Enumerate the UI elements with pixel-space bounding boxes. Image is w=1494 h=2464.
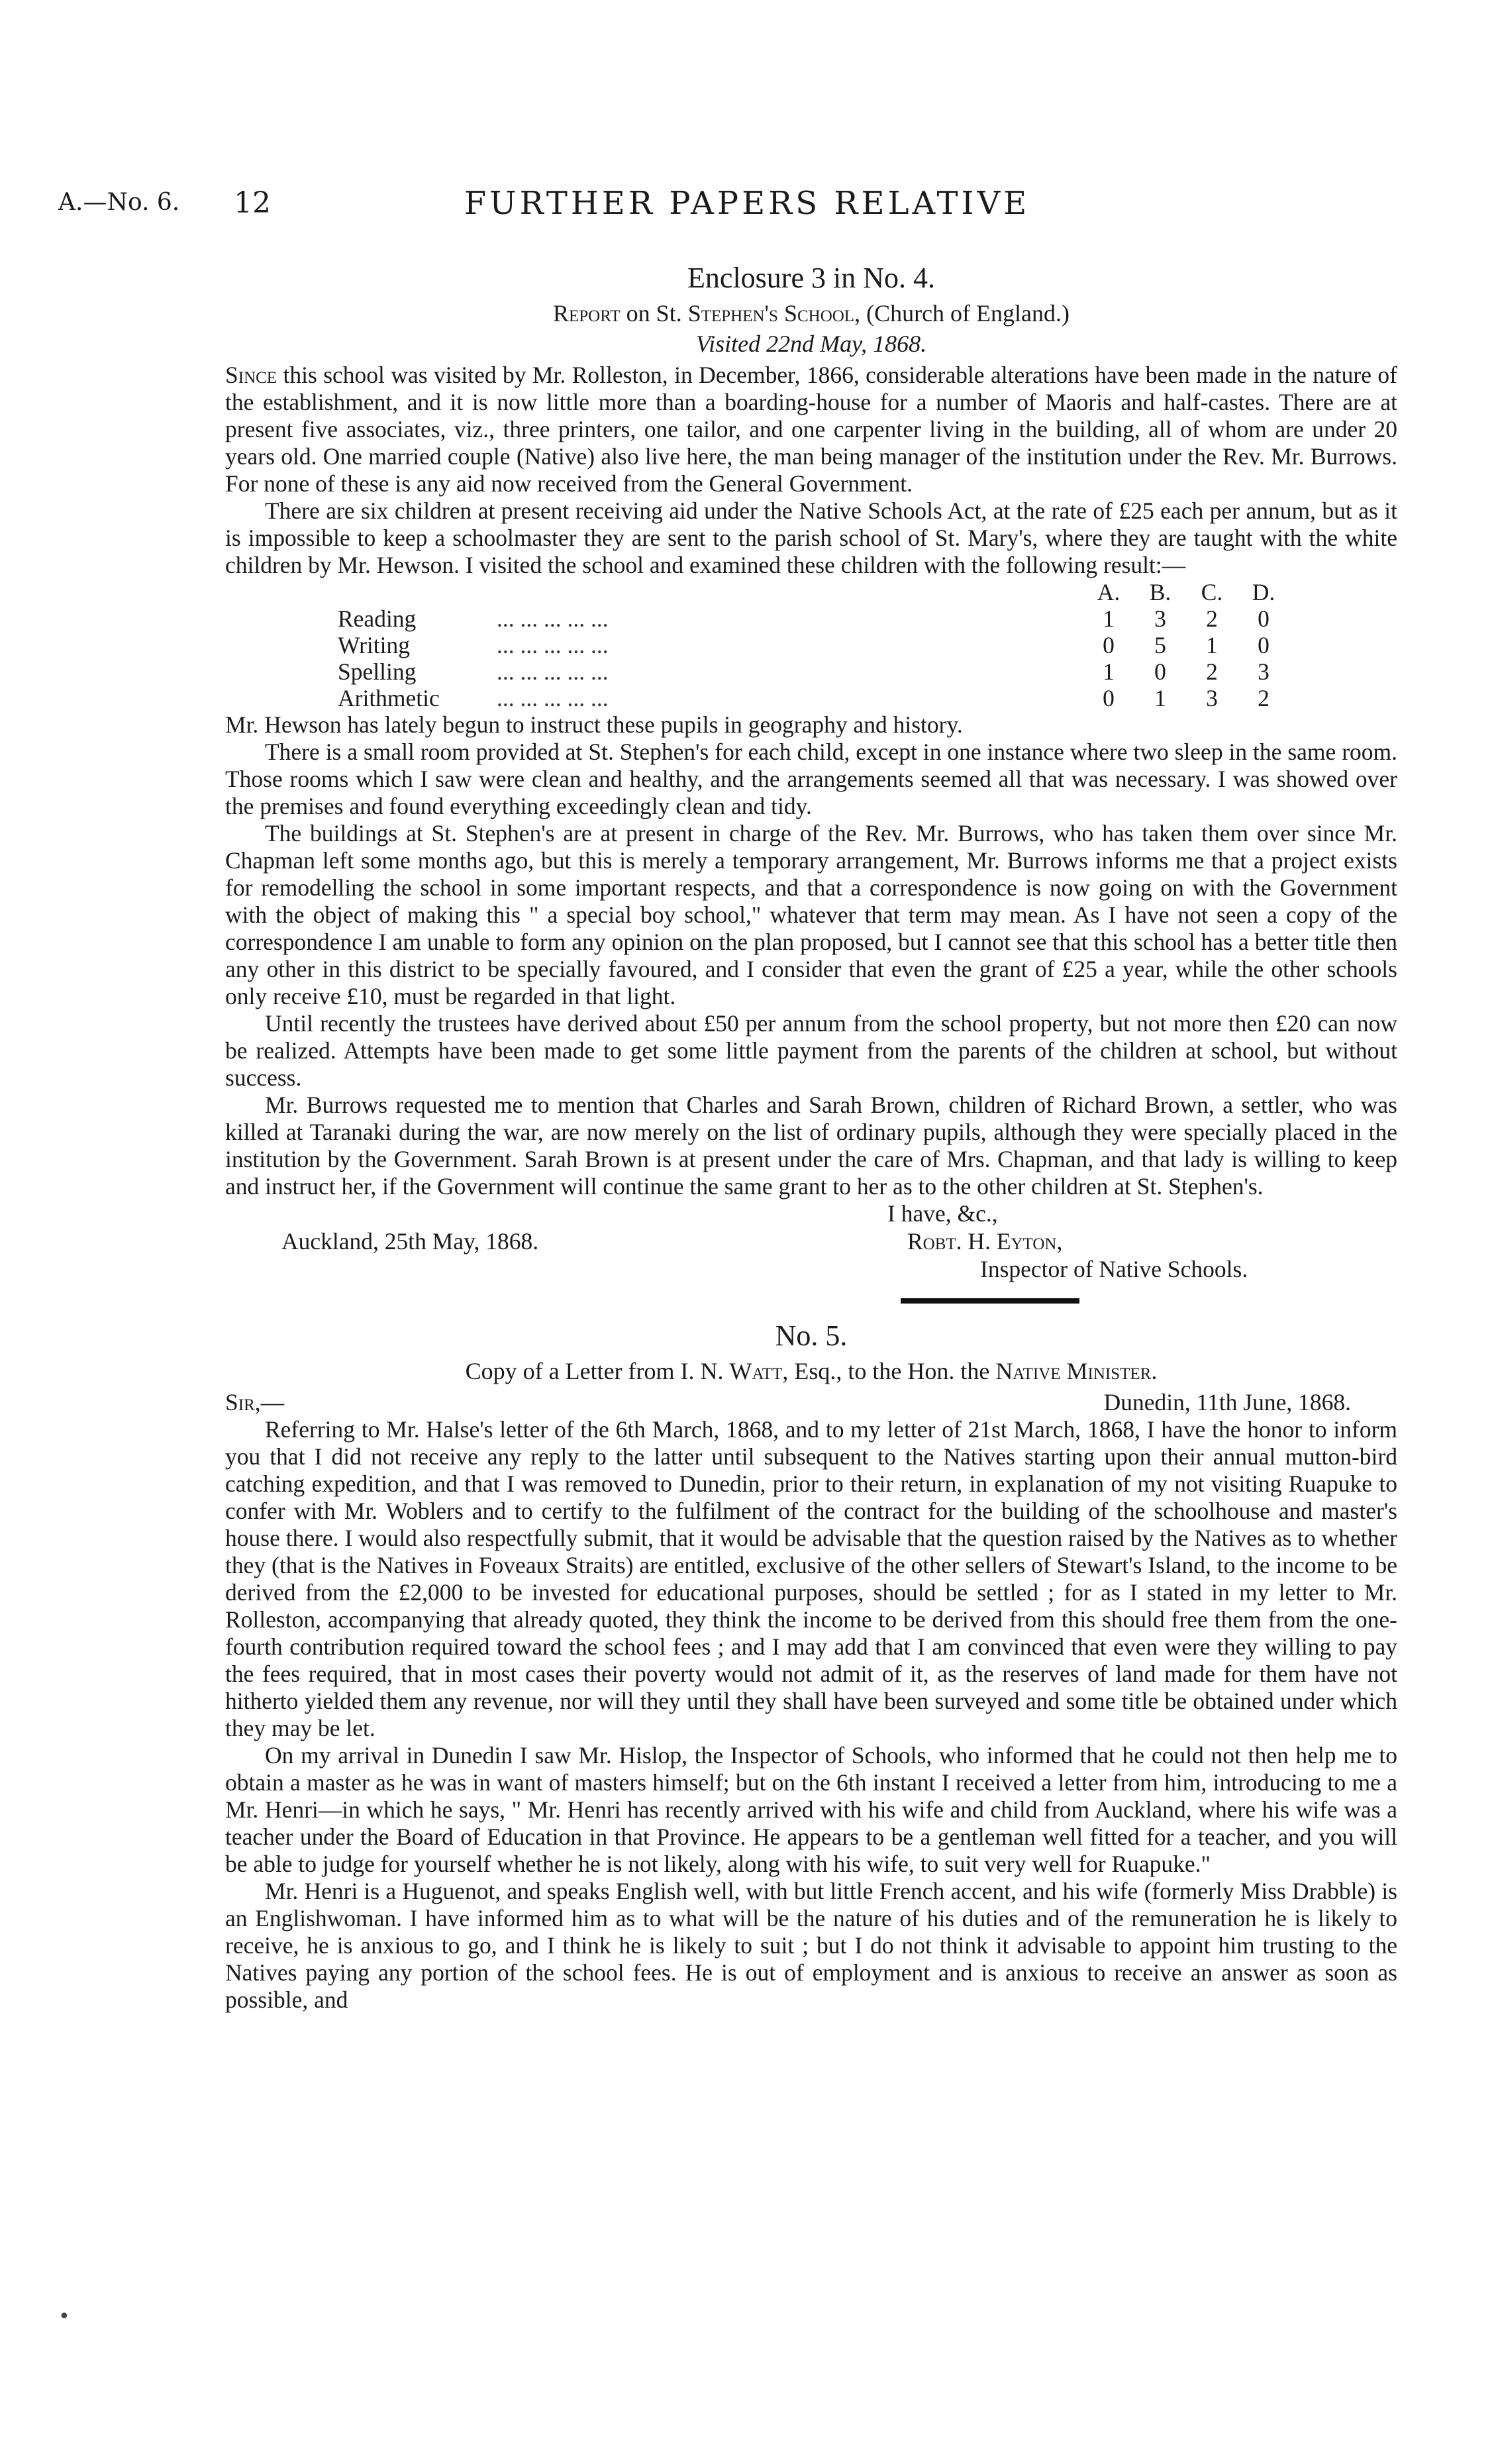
page-header	[58, 185, 1436, 229]
column-header: A.	[1097, 579, 1120, 605]
visited-date: Visited 22nd May, 1868.	[695, 331, 927, 357]
leader-dots: ... ... ... ... ...	[497, 685, 609, 711]
table-row	[338, 632, 1289, 658]
letter-heading: No. 5.	[775, 1319, 848, 1352]
subtitle-minister: Native Minister.	[995, 1358, 1158, 1384]
cell-value: 1	[1206, 632, 1218, 658]
table-row	[338, 658, 1289, 685]
column-header: B.	[1149, 579, 1171, 605]
column-header: C.	[1201, 579, 1223, 605]
leader-dots: ... ... ... ... ...	[497, 605, 609, 632]
salutation-line	[225, 1389, 1397, 1416]
cell-value: 3	[1154, 605, 1166, 632]
letter-paragraph-1: Referring to Mr. Halse's letter of the 6th March, 1868, and to my letter of 21st March, 1868, I have the honor to inform you that I did not receive any reply to the latter until subsequent to the Natives starting upon their annual mutton-bird catching expedition, and that I was removed to Dunedin, prior to their return, in explanation of my not visiting Ruapuke to confer with Mr. Woblers and to certify to the fulfilment of the contract for the building of the schoolhouse and master's house there. I would also respectfully submit, that it would be advisable that the question raised by the Natives as to whether they (that is the Natives in Foveaux Straits) are entitled, exclusive of the other sellers of Stewart's Island, to the income to be derived from the £2,000 to be invested for educational purposes, should be settled ; for as I stated in my letter to Mr. Rolleston, accompanying that already quoted, they think the income to be derived from this should free them from the one-fourth contribution required toward the school fees ; and I may add that I am convinced that even were they willing to pay the fees required, that in most cases their poverty would not admit of it, as the reserves of land made for them have not hitherto yielded them any revenue, nor will they until they shall have been surveyed and some title be obtained under which they may be let.	[225, 1416, 1397, 1741]
main-text-column	[225, 258, 1397, 2014]
letter-place-date: Dunedin, 11th June, 1868.	[1103, 1389, 1351, 1415]
subtitle-part-b: Esq., to the Hon. the	[788, 1358, 996, 1384]
subtitle-part-a: Copy of a Letter from I. N.	[465, 1358, 730, 1384]
closing-line: I have, &c.,	[887, 1200, 998, 1227]
report-paragraph-4: There is a small room provided at St. Stephen's for each child, except in one instance where two sleep in the same room. Those rooms which I saw were clean and healthy, and the arrangements seemed all that was necessary. I was showed over the premises and found everything exceedingly clean and tidy.	[225, 739, 1397, 819]
leader-dots: ... ... ... ... ...	[497, 632, 609, 658]
page-number: 12	[234, 186, 271, 220]
cell-value: 1	[1103, 605, 1115, 632]
row-subject: Spelling	[338, 658, 417, 685]
cell-value: 0	[1258, 605, 1270, 632]
cell-value: 1	[1154, 685, 1166, 711]
cell-value: 1	[1103, 658, 1115, 685]
results-table	[338, 579, 1289, 711]
report-title	[225, 298, 1397, 329]
cell-value: 3	[1258, 658, 1270, 685]
table-row	[338, 685, 1289, 711]
column-header: D.	[1252, 579, 1275, 605]
report-suffix: (Church of England.)	[860, 300, 1070, 327]
cell-value: 0	[1103, 685, 1115, 711]
cell-value: 2	[1258, 685, 1270, 711]
letter-subtitle	[225, 1356, 1397, 1386]
running-title: FURTHER PAPERS RELATIVE	[464, 185, 1030, 222]
report-paragraph-1	[225, 362, 1397, 497]
enclosure-heading: Enclosure 3 in No. 4.	[687, 262, 935, 294]
row-subject: Reading	[338, 605, 417, 632]
report-paragraph-5: The buildings at St. Stephen's are at present in charge of the Rev. Mr. Burrows, who has taken them over since Mr. Chapman left some months ago, but this is merely a temporary arrangement, Mr. Burrows informs me that a project exists for remodelling the school in some important respects, and that a correspondence is now going on with the Government with the object of making this " a special boy school," whatever that term may mean. As I have not seen a copy of the correspondence I am unable to form any opinion on the plan proposed, but I cannot see that this school has a better title then any other in this district to be specially favoured, and I consider that even the grant of £25 a year, while the other schools only receive £10, must be regarded in that light.	[225, 820, 1397, 1009]
section-reference: A.—No. 6.	[58, 189, 180, 216]
para-lead: Since	[225, 362, 277, 388]
signatory-name: Robt. H. Eyton,	[907, 1228, 1063, 1255]
salutation: Sir,—	[225, 1389, 285, 1415]
letter-paragraph-2: On my arrival in Dunedin I saw Mr. Hislop, the Inspector of Schools, who informed that he could not then help me to obtain a master as he was in want of masters himself; but on the 6th instant I received a letter from him, introducing to me a Mr. Henri—in which he says, " Mr. Henri has recently arrived with his wife and child from Auckland, where his wife was a teacher under the Board of Education in that Province. He appears to be a gentleman well fitted for a teacher, and you will be able to judge for yourself whether he is not likely, along with his wife, to suit very well for Ruapuke."	[225, 1742, 1397, 1877]
cell-value: 0	[1154, 658, 1166, 685]
report-mid: on St.	[620, 300, 688, 327]
signatory-title: Inspector of Native Schools.	[980, 1256, 1248, 1282]
cell-value: 2	[1206, 658, 1218, 685]
report-prefix: Report	[552, 300, 621, 327]
cell-value: 0	[1103, 632, 1115, 658]
row-subject: Arithmetic	[338, 685, 440, 711]
cell-value: 0	[1258, 632, 1270, 658]
section-divider	[901, 1298, 1079, 1304]
row-subject: Writing	[338, 632, 410, 658]
cell-value: 2	[1206, 605, 1218, 632]
report-place-date: Auckland, 25th May, 1868.	[281, 1228, 539, 1255]
report-paragraph-2: There are six children at present receiving aid under the Native Schools Act, at the rate of £25 each per annum, but as it is impossible to keep a schoolmaster they are sent to the parish school of St. Mary's, where they are taught with the white children by Mr. Hewson. I visited the school and examined these children with the following result:—	[225, 497, 1397, 578]
report-paragraph-7: Mr. Burrows requested me to mention that Charles and Sarah Brown, children of Richard Brown, a settler, who was killed at Taranaki during the war, are now merely on the list of ordinary pupils, although they were specially placed in the institution by the Government. Sarah Brown is at present under the care of Mrs. Chapman, and that lady is willing to keep and instruct her, if the Government will continue the same grant to her as to the other children at St. Stephen's.	[225, 1092, 1397, 1200]
margin-mark: •	[58, 2305, 70, 2328]
para-body: this school was visited by Mr. Rolleston, in December, 1866, considerable alterations have been made in the nature of the establishment, and it is now little more than a boarding-house for a number of Maoris and half-castes. There are at present five associates, viz., three printers, one tailor, and one carpenter living in the building, all of whom are under 20 years old. One married couple (Native) also live here, the man being manager of the institution under the Rev. Mr. Burrows. For none of these is any aid now received from the General Government.	[225, 362, 1397, 497]
cell-value: 5	[1154, 632, 1166, 658]
letter-paragraph-3: Mr. Henri is a Huguenot, and speaks English well, with but little French accent, and his wife (formerly Miss Drabble) is an Englishwoman. I have informed him as to what will be the nature of his duties and of the remuneration he is likely to receive, he is anxious to go, and I think he is likely to suit ; but I do not think it advisable to appoint him trusting to the Natives paying any portion of the school fees. He is out of employment and is anxious to receive an answer as soon as possible, and	[225, 1878, 1397, 2013]
report-school: Stephen's School,	[687, 300, 861, 327]
report-signature-block	[225, 1200, 1397, 1309]
leader-dots: ... ... ... ... ...	[497, 658, 609, 685]
table-row	[338, 605, 1289, 632]
cell-value: 3	[1206, 685, 1218, 711]
report-paragraph-3: Mr. Hewson has lately begun to instruct these pupils in geography and history.	[225, 711, 963, 738]
subtitle-watt: Watt,	[729, 1358, 789, 1384]
table-header-row	[338, 579, 1289, 605]
report-paragraph-6: Until recently the trustees have derived about £50 per annum from the school property, but not more then £20 can now be realized. Attempts have been made to get some little payment from the parents of the children at school, but without success.	[225, 1010, 1397, 1091]
